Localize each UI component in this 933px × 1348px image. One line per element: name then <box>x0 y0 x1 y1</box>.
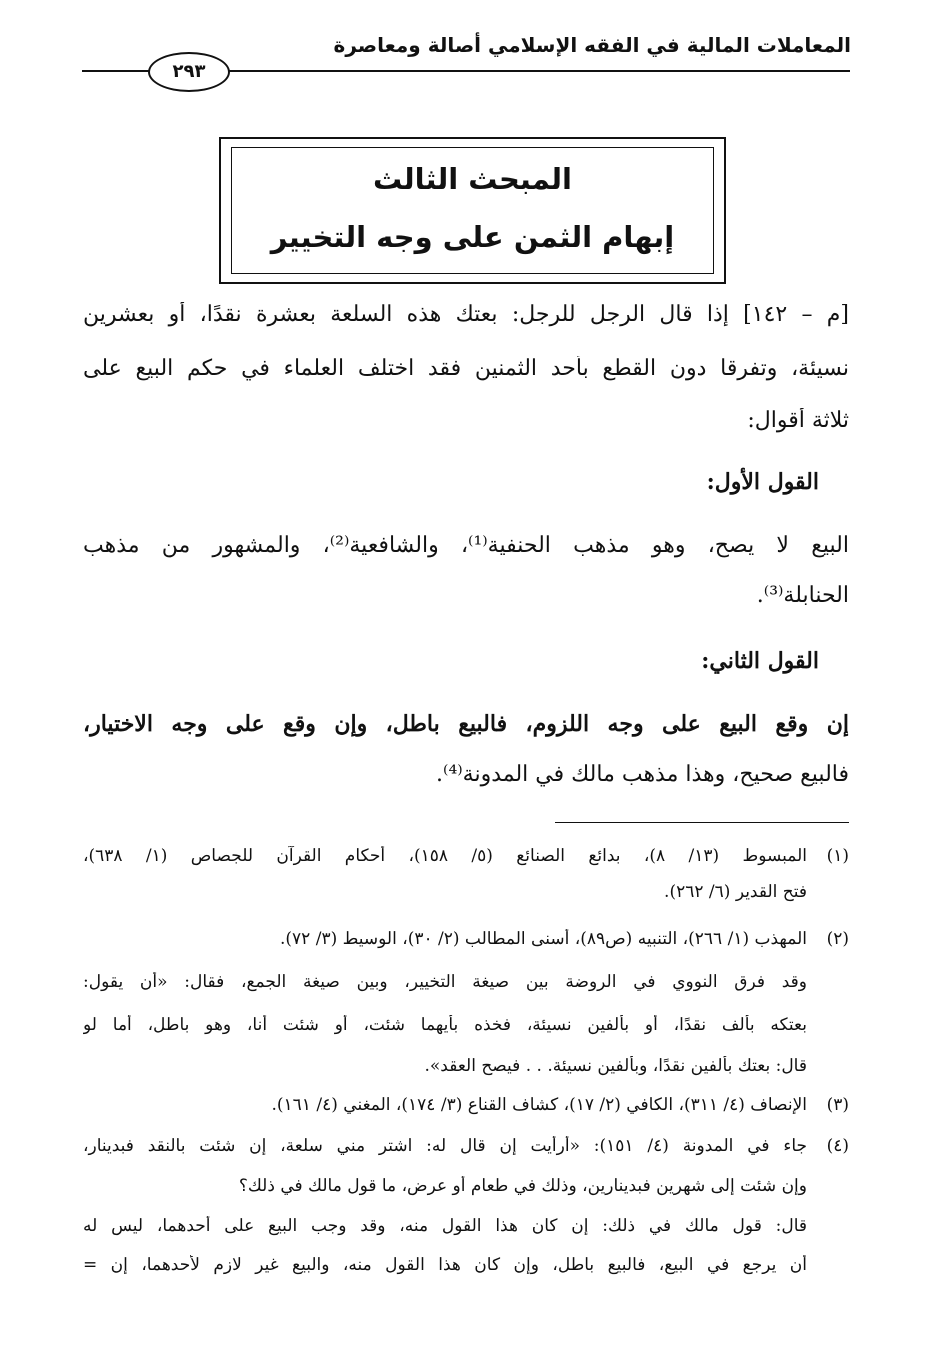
intro-line: [م – ١٤٢] إذا قال الرجل للرجل: بعتك هذه السلعة بعشرة نقدًا، أو بعشرين <box>83 302 849 327</box>
footnote-line: وإن شئت إلى شهرين فبدينارين، وذلك في طعام أو عرض، ما قول مالك في ذلك؟ <box>238 1176 807 1196</box>
intro-line: ثلاثة أقوال: <box>747 408 849 433</box>
second-opinion-label: القول الثاني: <box>701 648 819 674</box>
footnote-separator <box>555 822 849 823</box>
first-opinion-line: الحنابلة⁽³⁾. <box>756 583 849 608</box>
footnote-number: (٤) <box>826 1136 849 1156</box>
intro-line: نسيئة، وتفرقا دون القطع بأحد الثمنين فقد اختلف العلماء في حكم البيع على <box>83 356 849 381</box>
first-opinion-label: القول الأول: <box>706 469 819 495</box>
footnote-line: المبسوط (١٣/ ٨)، بدائع الصنائع (٥/ ١٥٨)، أحكام القرآن للجصاص (١/ ٦٣٨)، <box>83 846 807 866</box>
footnote-line: الإنصاف (٤/ ٣١١)، الكافي (٢/ ١٧)، كشاف القناع (٣/ ١٧٤)، المغني (٤/ ١٦١). <box>271 1095 807 1115</box>
section-title: المبحث الثالث <box>373 162 572 196</box>
section-subtitle: إبهام الثمن على وجه التخيير <box>270 220 675 254</box>
first-opinion-line: البيع لا يصح، وهو مذهب الحنفية⁽¹⁾، والشافعية⁽²⁾، والمشهور من مذهب <box>83 533 849 558</box>
footnote-number: (٢) <box>826 929 849 949</box>
page-number: ٢٩٣ <box>148 52 230 92</box>
footnote-line: أن يرجع في البيع، فالبيع باطل، وإن كان هذا القول منه، والبيع غير لازم لأحدهما، إن = <box>83 1255 807 1275</box>
section-heading-box <box>219 137 726 284</box>
footnote-number: (١) <box>826 846 849 866</box>
section-heading-inner-frame <box>231 147 714 274</box>
footnote-line: قال: بعتك بألفين نقدًا، وبألفين نسيئة. . . فيصح العقد». <box>424 1056 807 1076</box>
footnote-number: (٣) <box>826 1095 849 1115</box>
footnote-line: جاء في المدونة (٤/ ١٥١): «أرأيت إن قال له: اشتر مني سلعة، إن شئت بالنقد فبدينار، <box>83 1136 807 1156</box>
second-opinion-line: فالبيع صحيح، وهذا مذهب مالك في المدونة⁽⁴⁾. <box>436 762 849 787</box>
footnote-line: فتح القدير (٦/ ٢٦٢). <box>664 882 807 902</box>
running-title: المعاملات المالية في الفقه الإسلامي أصالة ومعاصرة <box>333 33 851 57</box>
footnote-line: قال: قول مالك في ذلك: إن كان هذا القول منه، وقد وجب البيع على أحدهما، ليس له <box>83 1216 807 1236</box>
footnote-line: المهذب (١/ ٢٦٦)، التنبيه (ص٨٩)، أسنى المطالب (٢/ ٣٠)، الوسيط (٣/ ٧٢). <box>279 929 807 949</box>
footnote-line: وقد فرق النووي في الروضة بين صيغة التخيير، وبين صيغة الجمع، فقال: «أن يقول: <box>83 972 807 992</box>
second-opinion-line: إن وقع البيع على وجه اللزوم، فالبيع باطل، وإن وقع على وجه الاختيار، <box>83 711 849 737</box>
footnote-line: بعتكه بألف نقدًا، أو بألفين نسيئة، فخذه بأيهما شئت، أو شئت أنا، وهو باطل، أما لو <box>83 1015 807 1035</box>
